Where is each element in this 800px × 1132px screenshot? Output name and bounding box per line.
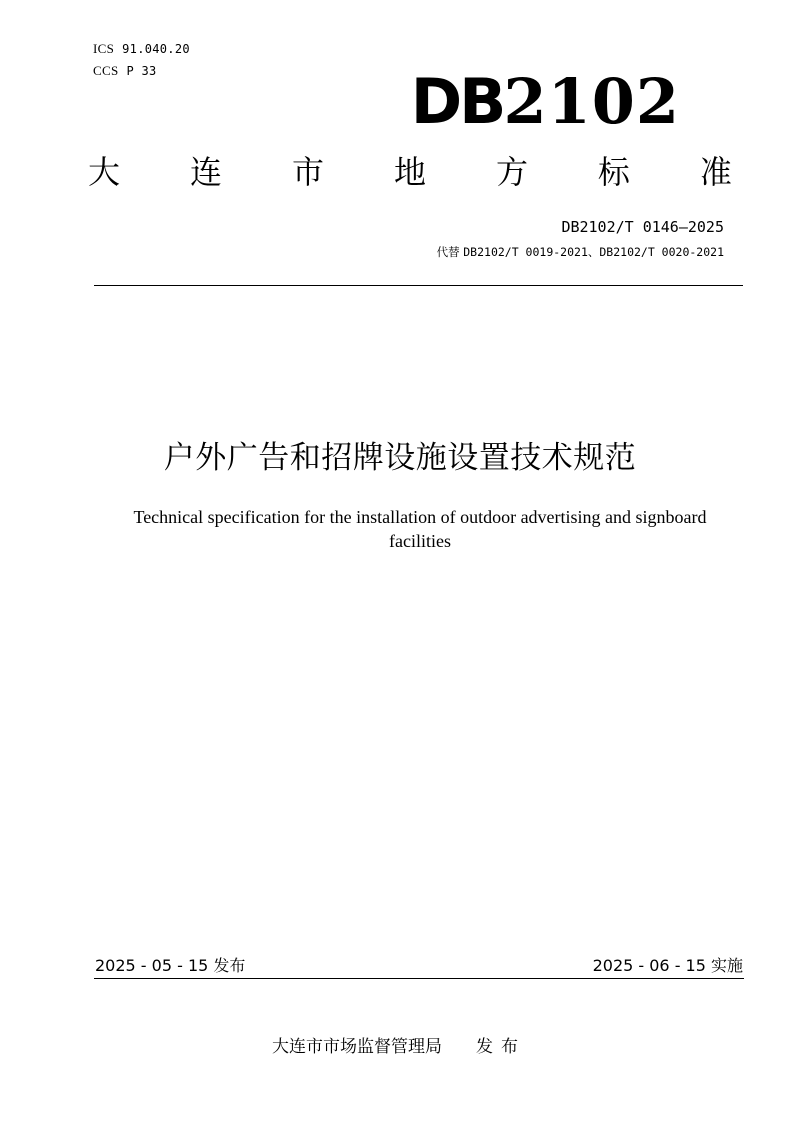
- standard-type-heading: [88, 150, 732, 194]
- replaces-codes: DB2102/T 0019-2021、DB2102/T 0020-2021: [463, 245, 724, 259]
- ics-value: 91.040.20: [122, 42, 190, 56]
- implementation-date: 2025 - 06 - 15 实施: [592, 956, 743, 975]
- standard-type-char: 连: [189, 153, 222, 191]
- standard-type-char: 准: [699, 153, 732, 191]
- issuer-name: 大连市市场监督管理局: [272, 1037, 442, 1057]
- issue-date: 2025 - 05 - 15 发布: [95, 956, 246, 975]
- db-logo-prefix: DB: [410, 65, 504, 138]
- standard-number: DB2102/T 0146—2025: [561, 218, 724, 236]
- issuer-verb: 发布: [476, 1037, 526, 1057]
- ccs-value: P 33: [126, 64, 157, 78]
- replaces-line: [437, 244, 724, 260]
- ccs-label: CCS: [93, 63, 119, 78]
- document-title-english: Technical specification for the installation of outdoor advertising and signboard facilities: [133, 507, 707, 551]
- replaces-prefix: 代替: [436, 245, 460, 259]
- db-logo: [411, 66, 680, 138]
- ics-label: ICS: [93, 41, 115, 56]
- standard-type-char: 方: [495, 153, 528, 191]
- standard-type-char: 大: [88, 153, 121, 191]
- standard-type-char: 标: [597, 153, 630, 191]
- document-title-chinese: 户外广告和招牌设施设置技术规范: [163, 440, 637, 476]
- ccs-line: [93, 60, 190, 82]
- header-divider: [94, 285, 743, 286]
- issuer-line: [272, 1034, 526, 1060]
- standard-type-char: 地: [393, 153, 426, 191]
- footer-divider: [94, 978, 744, 979]
- classification-codes: [93, 38, 190, 82]
- db-logo-number: 2102: [503, 65, 680, 138]
- ics-line: [93, 38, 190, 60]
- standard-type-char: 市: [291, 153, 324, 191]
